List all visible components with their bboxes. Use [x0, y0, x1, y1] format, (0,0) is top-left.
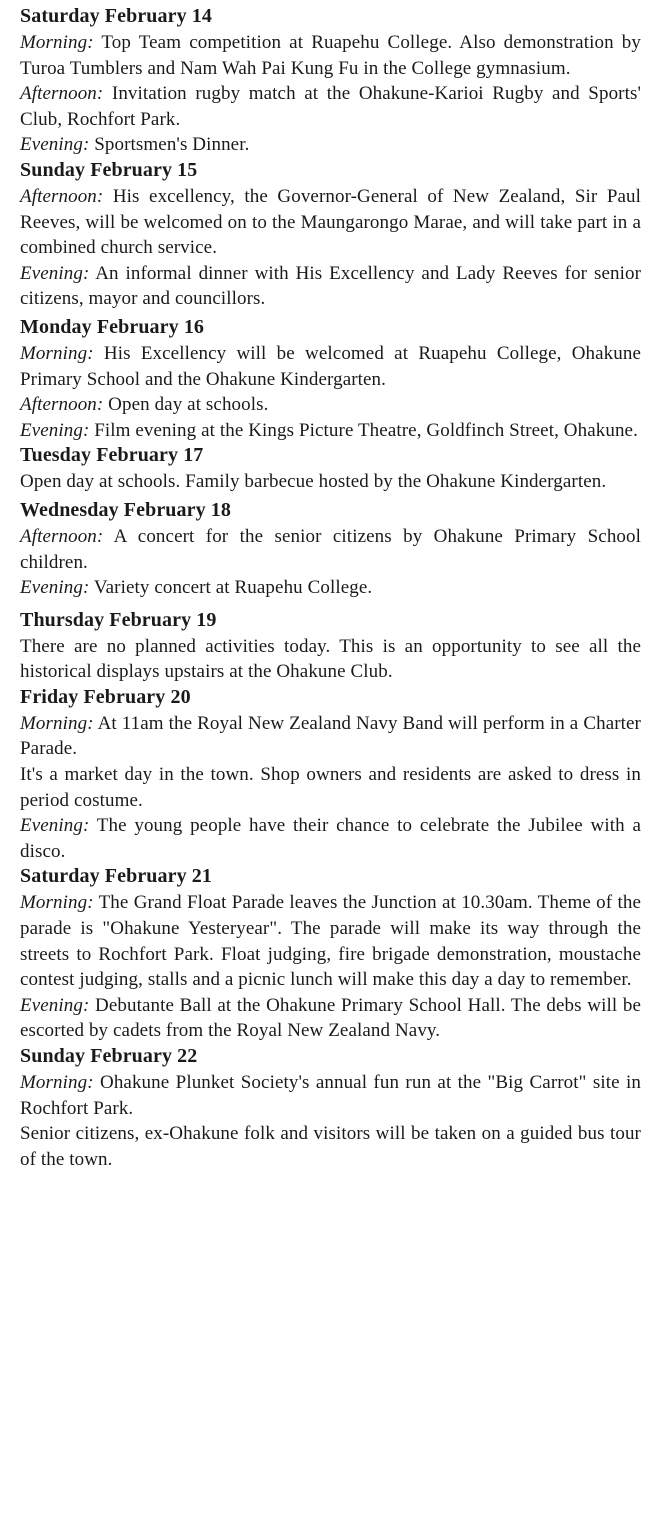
event-paragraph [20, 392, 641, 418]
event-paragraph [20, 261, 641, 312]
event-paragraph [20, 30, 641, 81]
day-heading: Wednesday February 18 [20, 498, 231, 521]
event-paragraph [20, 418, 641, 444]
time-label: Evening: [20, 134, 90, 156]
time-label: Morning: [20, 1072, 94, 1093]
day-heading: Saturday February 21 [20, 865, 212, 888]
event-paragraph [20, 575, 641, 601]
event-paragraph [20, 634, 641, 685]
event-text: Open day at schools. Family barbecue hosted by the Ohakune Kindergarten. [20, 471, 607, 493]
time-label: Morning: [20, 32, 94, 53]
day-sunday-feb-15 [20, 158, 641, 312]
event-text: Variety concert at Ruapehu College. [89, 577, 373, 599]
day-heading: Monday February 16 [20, 315, 205, 338]
time-label: Afternoon: [20, 185, 104, 207]
event-text: His excellency, the Governor-General of New Zealand, Sir Paul Reeves, will be welcomed on to the Maungarongo Marae, and will take part in a combined church service. [20, 185, 641, 259]
time-label: Afternoon: [20, 525, 104, 547]
event-text: Open day at schools. [103, 394, 269, 416]
day-wednesday-feb-18 [20, 498, 641, 601]
day-heading: Sunday February 15 [20, 158, 198, 181]
day-tuesday-feb-17 [20, 443, 641, 495]
event-paragraph [20, 1121, 641, 1172]
time-label: Morning: [20, 342, 94, 364]
time-label: Evening: [20, 419, 90, 441]
day-sunday-feb-22 [20, 1044, 641, 1172]
day-monday-feb-16 [20, 315, 641, 443]
day-thursday-feb-19 [20, 608, 641, 685]
event-text: Invitation rugby match at the Ohakune-Karioi Rugby and Sports' Club, Rochfort Park. [20, 83, 641, 130]
event-text: Sportsmen's Dinner. [89, 134, 250, 156]
event-text: Senior citizens, ex-Ohakune folk and visitors will be taken on a guided bus tour of the town. [20, 1123, 641, 1170]
event-text: Debutante Ball at the Ohakune Primary School Hall. The debs will be escorted by cadets from the Royal New Zealand Navy. [20, 994, 641, 1042]
event-paragraph [20, 711, 641, 762]
event-paragraph [20, 890, 641, 992]
event-text: Top Team competition at Ruapehu College. Also demonstration by Turoa Tumblers and Nam Wah Pai Kung Fu in the College gymnasium. [20, 32, 641, 79]
event-text: Film evening at the Kings Picture Theatre, Goldfinch Street, Ohakune. [89, 419, 638, 441]
day-heading: Sunday February 22 [20, 1045, 198, 1067]
event-text: It's a market day in the town. Shop owners and residents are asked to dress in period costume. [20, 764, 641, 811]
day-saturday-feb-21 [20, 864, 641, 1044]
event-text: Ohakune Plunket Society's annual fun run at the "Big Carrot" site in Rochfort Park. [20, 1072, 641, 1119]
time-label: Evening: [20, 815, 90, 837]
event-paragraph [20, 524, 641, 575]
event-text: The Grand Float Parade leaves the Junction at 10.30am. Theme of the parade is "Ohakune Yesteryear". The parade will make its way through the streets to Rochfort Park. Float judging, fire brigade demonstration, moustache contest judging, stalls and a picnic lunch will make this day a day to remember. [20, 892, 641, 991]
event-paragraph [20, 341, 641, 392]
day-heading: Saturday February 14 [20, 5, 212, 27]
time-label: Afternoon: [20, 394, 104, 416]
event-paragraph [20, 762, 641, 813]
time-label: Afternoon: [20, 83, 104, 105]
event-text: A concert for the senior citizens by Ohakune Primary School children. [20, 525, 641, 573]
day-heading: Friday February 20 [20, 685, 191, 708]
event-text: His Excellency will be welcomed at Ruapehu College, Ohakune Primary School and the Ohakune Kindergarten. [20, 342, 641, 390]
time-label: Evening: [20, 994, 90, 1016]
event-paragraph [20, 132, 641, 158]
day-heading: Tuesday February 17 [20, 444, 204, 467]
time-label: Morning: [20, 892, 94, 914]
time-label: Evening: [20, 577, 90, 599]
time-label: Morning: [20, 712, 94, 734]
event-paragraph [20, 81, 641, 132]
event-text: The young people have their chance to celebrate the Jubilee with a disco. [20, 815, 641, 862]
day-heading: Thursday February 19 [20, 608, 217, 631]
event-text: There are no planned activities today. This is an opportunity to see all the historical displays upstairs at the Ohakune Club. [20, 635, 641, 683]
event-paragraph [20, 813, 641, 864]
day-friday-feb-20 [20, 685, 641, 865]
event-paragraph [20, 469, 641, 495]
event-paragraph [20, 993, 641, 1044]
day-saturday-feb-14 [20, 4, 641, 158]
event-paragraph [20, 184, 641, 261]
time-label: Evening: [20, 262, 90, 284]
event-paragraph [20, 1070, 641, 1121]
event-text: At 11am the Royal New Zealand Navy Band will perform in a Charter Parade. [20, 712, 641, 760]
event-text: An informal dinner with His Excellency and Lady Reeves for senior citizens, mayor and councillors. [20, 262, 641, 310]
